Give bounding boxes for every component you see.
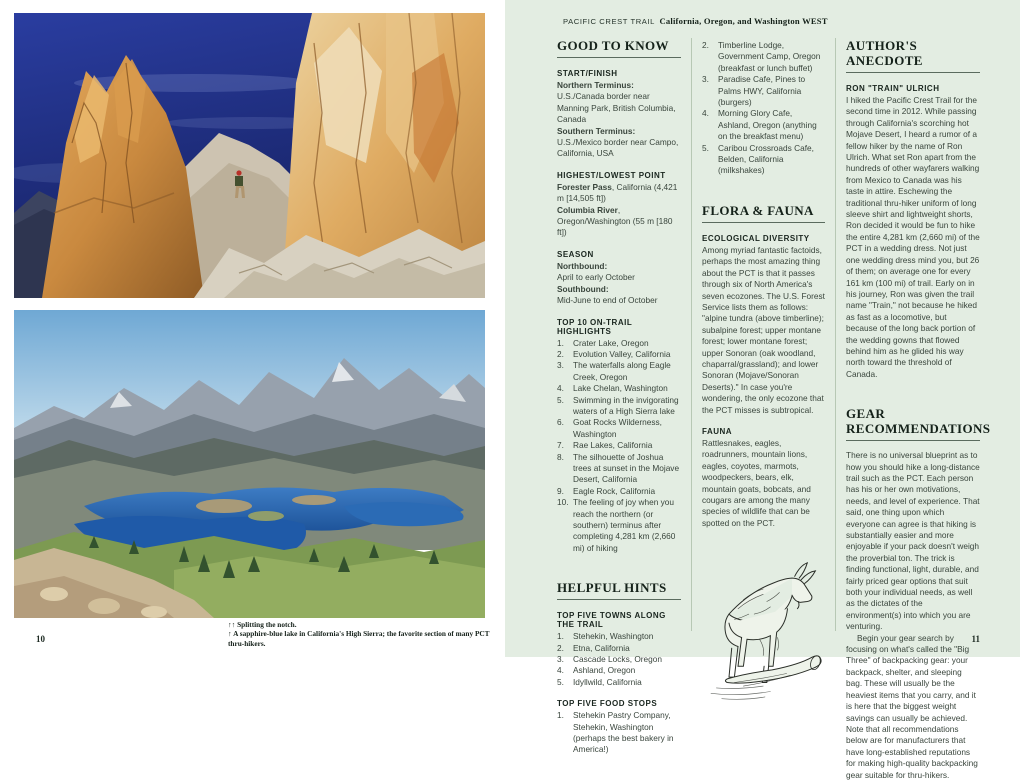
southbound-label: Southbound:	[557, 283, 609, 294]
photo-rock-spires-with-hiker	[14, 13, 485, 298]
list-item: The feeling of joy when you reach the northern (or southern) terminus after completing 4,281 km (2,660 mi) of hiking	[573, 497, 676, 553]
food-stops-list-continued	[702, 40, 825, 177]
fauna-body: Rattlesnakes, eagles, roadrunners, mountain lions, eagles, coyotes, marmots, woodpeckers, bears, elk, mountain goats, bobcats, and cougars are among the many species of wildlife that can be spotted on the PCT.	[702, 437, 811, 528]
section-helpful-hints-title: HELPFUL HINTS	[557, 580, 681, 600]
list-item: Evolution Valley, California	[573, 348, 671, 359]
running-header	[563, 11, 828, 29]
section-flora-fauna-title: FLORA & FAUNA	[702, 203, 825, 223]
list-item: Eagle Rock, California	[573, 485, 656, 496]
list-item: Rae Lakes, California	[573, 440, 653, 451]
southern-terminus-label: Southern Terminus:	[557, 125, 636, 136]
list-item: Ashland, Oregon	[573, 665, 636, 676]
list-item: Goat Rocks Wilderness, Washington	[573, 417, 662, 439]
top-towns-list	[557, 631, 681, 688]
highest-point-detail: , California (4,421 m [14,505 ft])	[557, 181, 678, 204]
list-item: Etna, California	[573, 642, 630, 653]
list-item: Caribou Crossroads Cafe, Belden, California (milkshakes)	[718, 142, 814, 176]
right-page	[505, 0, 1020, 780]
lake-illustration	[14, 310, 485, 618]
list-item: Paradise Cafe, Pines to Palms HWY, California (burgers)	[718, 74, 806, 108]
southbound-value: Mid-June to end of October	[557, 295, 658, 306]
section-authors-anecdote-title: AUTHOR'S ANECDOTE	[846, 38, 980, 73]
start-finish-body	[557, 80, 681, 160]
gear-recommendations-body-1: There is no universal blueprint as to how you should hike a long-distance trail such as the PCT. Each person has his or her own motivations, needs, and level of experience. That said, one thing upon which everyone can agree is that hiking is substantially easier and more enjoyable if your pack doesn't weigh the proverbial ton. The trick is finding functional, light, durable, and fairly priced gear options that suit both your individual needs, as well as the dictates of the environment(s) into which you are venturing.	[846, 450, 980, 632]
caption-top-photo: ↑↑ Splitting the notch.	[228, 619, 297, 629]
lowest-point-name: Columbia River	[557, 204, 618, 215]
top10-list	[557, 338, 681, 555]
column-1	[557, 38, 691, 755]
photo-captions	[228, 620, 498, 649]
season-body	[557, 261, 681, 307]
lowest-point-detail: , Oregon/Washington (55 m [180 ft])	[557, 204, 673, 238]
start-finish-heading: START/FINISH	[557, 69, 618, 78]
ecological-diversity-body: Among myriad fantastic factoids, perhaps the most amazing thing about the PCT is that it passes through six of North America's seven ecozones. The U.S. Forest Service lists them as follows: "alpine tundra (above timberline); subalpine forest; upper montane forest; lower montane forest; upper Sonoran (oak woodland, chaparral/grassland); and lower Sonoran (Mojave/Sonoran Deserts)." In case you're wondering, the only ecozone that the PCT misses is subtropical.	[702, 244, 825, 415]
list-item: Timberline Lodge, Government Camp, Oregon (breakfast or lunch buffet)	[718, 40, 821, 73]
rock-spires-illustration	[14, 13, 485, 298]
section-good-to-know-title: GOOD TO KNOW	[557, 38, 681, 58]
column-2	[691, 38, 835, 631]
gear-recommendations-body-2: Begin your gear search by focusing on what's called the "Big Three" of backpacking gear: your backpack, shelter, and sleeping bag. These will usually be the heaviest items that you carry, and it is here that the biggest weight savings can usually be achieved. Note that all recommendations below are for manufacturers that have long-established reputations for making high-quality backpacking gear suitable for thru-hikers.	[846, 632, 978, 780]
food-stops-heading: TOP FIVE FOOD STOPS	[557, 699, 658, 709]
list-item: Crater Lake, Oregon	[573, 337, 649, 348]
highest-point-name: Forester Pass	[557, 181, 612, 192]
photo-high-sierra-lake	[14, 310, 485, 618]
northbound-label: Northbound:	[557, 260, 608, 271]
northbound-value: April to early October	[557, 272, 635, 283]
list-item: Morning Glory Cafe, Ashland, Oregon (anything on the breakfast menu)	[718, 108, 817, 142]
fauna-heading: FAUNA	[702, 426, 733, 436]
list-item: Cascade Locks, Oregon	[573, 654, 663, 665]
northern-terminus-label: Northern Terminus:	[557, 80, 634, 90]
top10-heading: TOP 10 ON-TRAIL HIGHLIGHTS	[557, 317, 633, 336]
left-page-number: 10	[36, 634, 45, 644]
southern-terminus-value: U.S./Mexico border near Campo, California, USA	[557, 137, 679, 159]
list-item: Stehekin Pastry Company, Stehekin, Washington (perhaps the best bakery in America!)	[573, 710, 674, 755]
list-item: Swimming in the invigorating waters of a High Sierra lake	[573, 394, 679, 416]
list-item: Lake Chelan, Washington	[573, 383, 668, 394]
highest-lowest-body	[557, 182, 681, 239]
list-item: The silhouette of Joshua trees at sunset in the Mojave Desert, California	[573, 451, 680, 485]
list-item: Idyllwild, California	[573, 676, 642, 687]
top-towns-heading: TOP FIVE TOWNS ALONG THE TRAIL	[557, 611, 666, 630]
caption-bottom-photo: ↑ A sapphire-blue lake in California's High Sierra; the favorite section of many PCT thru-hikers.	[228, 629, 490, 648]
list-item: The waterfalls along Eagle Creek, Oregon	[573, 360, 671, 382]
list-item: Stehekin, Washington	[573, 631, 654, 642]
section-gear-recommendations-title: GEAR RECOMMENDATIONS	[846, 406, 980, 441]
ron-train-ulrich-heading: RON "TRAIN" ULRICH	[846, 84, 940, 93]
authors-anecdote-body: I hiked the Pacific Crest Trail for the second time in 2012. While passing through California's scorching hot Mojave Desert, I heard a rumor of a fellow hiker by the name of Ron Ulrich. What set Ron apart from the hundreds of other wayfarers walking from Mexico to Canada was his taste in attire. Eschewing the traditional thru-hiker uniform of long sleeve shirt and lightweight shorts, Ron decided it would be fun to hike the entire 4,281 km (2,660 mi) of the PCT in a wedding dress. Not just one wedding dress mind you, but 26 of them; on average one for every 161 km (100 mi) of trail. Early on in his journey, Ron was given the trail name "Train," not because he hiked as fast as a locomotive, but because of the long back portion of the wedding gowns that flowed behind him as he glided his way north toward the threshold of Canada.	[846, 95, 980, 379]
season-heading: SEASON	[557, 249, 594, 259]
northern-terminus-value: U.S./Canada border near Manning Park, British Columbia, Canada	[557, 91, 676, 125]
ecological-diversity-heading: ECOLOGICAL DIVERSITY	[702, 233, 810, 243]
right-page-number: 11	[971, 634, 980, 644]
running-header-title: California, Oregon, and Washington WEST	[659, 16, 828, 26]
left-page	[0, 0, 505, 657]
food-stops-list	[557, 710, 681, 756]
running-header-kicker: PACIFIC CREST TRAIL	[563, 17, 655, 26]
mountain-goat-illustration	[702, 549, 828, 717]
highest-lowest-heading: HIGHEST/LOWEST POINT	[557, 170, 666, 180]
